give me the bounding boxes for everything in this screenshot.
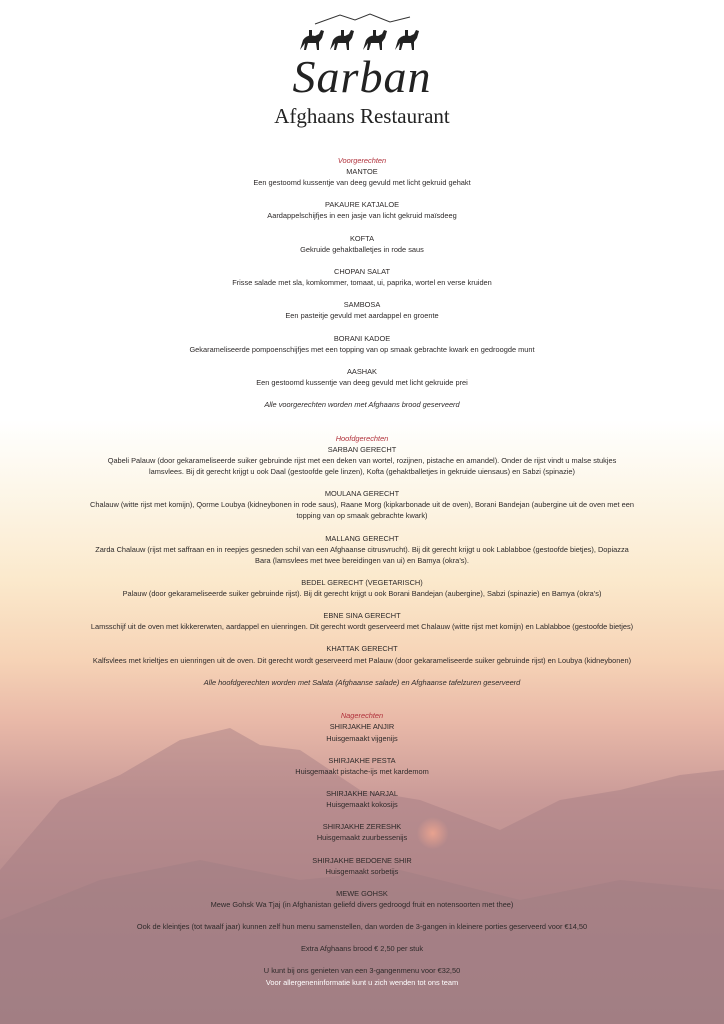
menu-footer	[90, 921, 634, 988]
section-note: Alle voorgerechten worden met Afghaans brood geserveerd	[264, 400, 460, 410]
menu-item	[90, 610, 634, 632]
menu-item	[90, 333, 634, 355]
item-desc: Een gestoomd kussentje van deeg gevuld met licht gekruide prei	[256, 377, 468, 387]
item-desc: Mewe Gohsk Wa Tjaj (in Afghanistan geliefd divers gedroogd fruit en notensoorten met thee)	[210, 899, 514, 909]
section-title: Voorgerechten	[337, 156, 387, 165]
brand-subtitle: Afghaans Restaurant	[274, 104, 450, 128]
item-name: CHOPAN SALAT	[334, 266, 390, 276]
menu-item	[90, 444, 634, 477]
item-desc: Gekarameliseerde pompoenschijfjes met een topping van op smaak gebrachte kwark en gedroogde munt	[189, 344, 535, 354]
menu-item	[90, 577, 634, 599]
item-name: SHIRJAKHE BEDOENE SHIR	[312, 855, 412, 865]
item-name: EBNE SINA GERECHT	[323, 611, 401, 621]
menu-item	[90, 166, 634, 188]
item-name: AASHAK	[347, 366, 377, 376]
item-name: SHIRJAKHE ANJIR	[329, 722, 395, 732]
kids-menu-info: Ook de kleintjes (tot twaalf jaar) kunnen zelf hun menu samenstellen, dan worden de 3-gangen in kleinere porties geserveerd voor €14,50	[136, 922, 588, 932]
section-title: Nagerechten	[340, 711, 384, 721]
allergy-info: Voor allergeneninformatie kunt u zich wenden tot ons team	[265, 977, 459, 987]
menu-item	[90, 299, 634, 321]
item-desc: Huisgemaakt zuurbessenijs	[316, 833, 408, 843]
menu-item	[90, 488, 634, 521]
menu-item	[90, 721, 634, 743]
item-name: SHIRJAKHE PESTA	[328, 755, 396, 765]
set-menu-price: U kunt bij ons genieten van een 3-gangenmenu voor €32,50	[263, 966, 461, 976]
section-note: Alle hoofdgerechten worden met Salata (Afghaanse salade) en Afghaanse tafelzuren geserveerd	[203, 677, 521, 687]
item-name: SAMBOSA	[343, 300, 381, 310]
menu-item	[90, 821, 634, 843]
item-name: MEWE GOHSK	[336, 888, 388, 898]
menu-item	[90, 199, 634, 221]
menu-item	[90, 266, 634, 288]
restaurant-logo	[0, 0, 724, 140]
item-desc: Kalfsvlees met krieltjes en uienringen uit de oven. Dit gerecht wordt geserveerd met Palauw (door gekarameliseerde suiker gebruinde rijst) en Loubya (kidneybonen)	[92, 655, 632, 665]
menu-item	[90, 855, 634, 877]
item-desc: Qabeli Palauw (door gekarameliseerde suiker gebruinde rijst met een deken van wortel, rozijnen, pistache en amandel). Onder de rijst vindt u malse stukjes lamsvlees. Bij dit gerecht krijgt u ook Daal (gestoofde gele linzen), Kofta (gehaktballetjes in gekruide uiensaus) en Sabzi (spinazie)	[107, 455, 617, 476]
item-desc: Lamsschijf uit de oven met kikkererwten, aardappel en uienringen. Dit gerecht wordt geserveerd met Chalauw (witte rijst met komijn) en Lablabboe (gestoofde bietjes)	[90, 622, 634, 632]
menu-item	[90, 643, 634, 665]
item-name: KHATTAK GERECHT	[326, 644, 398, 654]
mains-section	[90, 433, 634, 688]
item-name: MALLANG GERECHT	[325, 533, 399, 543]
menu-item	[90, 533, 634, 566]
camel-caravan-icon	[295, 12, 430, 54]
menu-item	[90, 888, 634, 910]
item-desc: Frisse salade met sla, komkommer, tomaat, ui, paprika, wortel en verse kruiden	[232, 278, 492, 288]
menu-item	[90, 788, 634, 810]
desserts-section	[90, 710, 634, 910]
starters-section	[90, 155, 634, 410]
item-name: MANTOE	[346, 167, 378, 177]
item-desc: Aardappelschijfjes in een jasje van licht gekruid maïsdeeg	[267, 211, 457, 221]
item-desc: Huisgemaakt vijgenijs	[326, 733, 398, 743]
item-desc: Een gestoomd kussentje van deeg gevuld met licht gekruid gehakt	[253, 178, 471, 188]
item-name: SARBAN GERECHT	[327, 444, 397, 454]
item-desc: Gekruide gehaktballetjes in rode saus	[300, 244, 424, 254]
item-desc: Een pasteitje gevuld met aardappel en groente	[285, 311, 439, 321]
item-name: SHIRJAKHE NARJAL	[326, 788, 398, 798]
section-title: Hoofdgerechten	[335, 433, 389, 443]
menu-item	[90, 755, 634, 777]
extra-bread-price: Extra Afghaans brood € 2,50 per stuk	[300, 944, 424, 954]
item-name: SHIRJAKHE ZERESHK	[322, 822, 402, 832]
item-name: PAKAURE KATJALOE	[324, 200, 400, 210]
item-name: BEDEL GERECHT (VEGETARISCH)	[301, 577, 423, 587]
menu-item	[90, 366, 634, 388]
menu-item	[90, 233, 634, 255]
item-desc: Palauw (door gekarameliseerde suiker gebruinde rijst). Bij dit gerecht krijgt u ook Borani Bandejan (aubergine), Sabzi (spinazie) en Bamya (okra’s)	[122, 588, 602, 598]
item-desc: Huisgemaakt sorbetijs	[325, 866, 399, 876]
item-desc: Chalauw (witte rijst met komijn), Qorme Loubya (kidneybonen in rode saus), Raane Morg (kipkarbonade uit de oven), Borani Bandejan (aubergine uit de oven met een topping van op smaak gebrachte kwark)	[90, 500, 634, 521]
item-name: MOULANA GERECHT	[324, 489, 400, 499]
item-desc: Zarda Chalauw (rijst met saffraan en in reepjes gesneden schil van een Afghaanse citrusvrucht). Bij dit gerecht krijgt u ook Lablabboe (gestoofde bietjes), Dopiazza Bara (lamsvlees met twee bereidingen van ui) en Bamya (okra’s).	[95, 544, 629, 565]
menu	[90, 155, 634, 988]
brand-name: Sarban	[292, 51, 432, 102]
item-desc: Huisgemaakt pistache-ijs met kardemom	[295, 766, 429, 776]
item-desc: Huisgemaakt kokosijs	[326, 800, 398, 810]
item-name: KOFTA	[349, 233, 375, 243]
item-name: BORANI KADOE	[333, 333, 391, 343]
